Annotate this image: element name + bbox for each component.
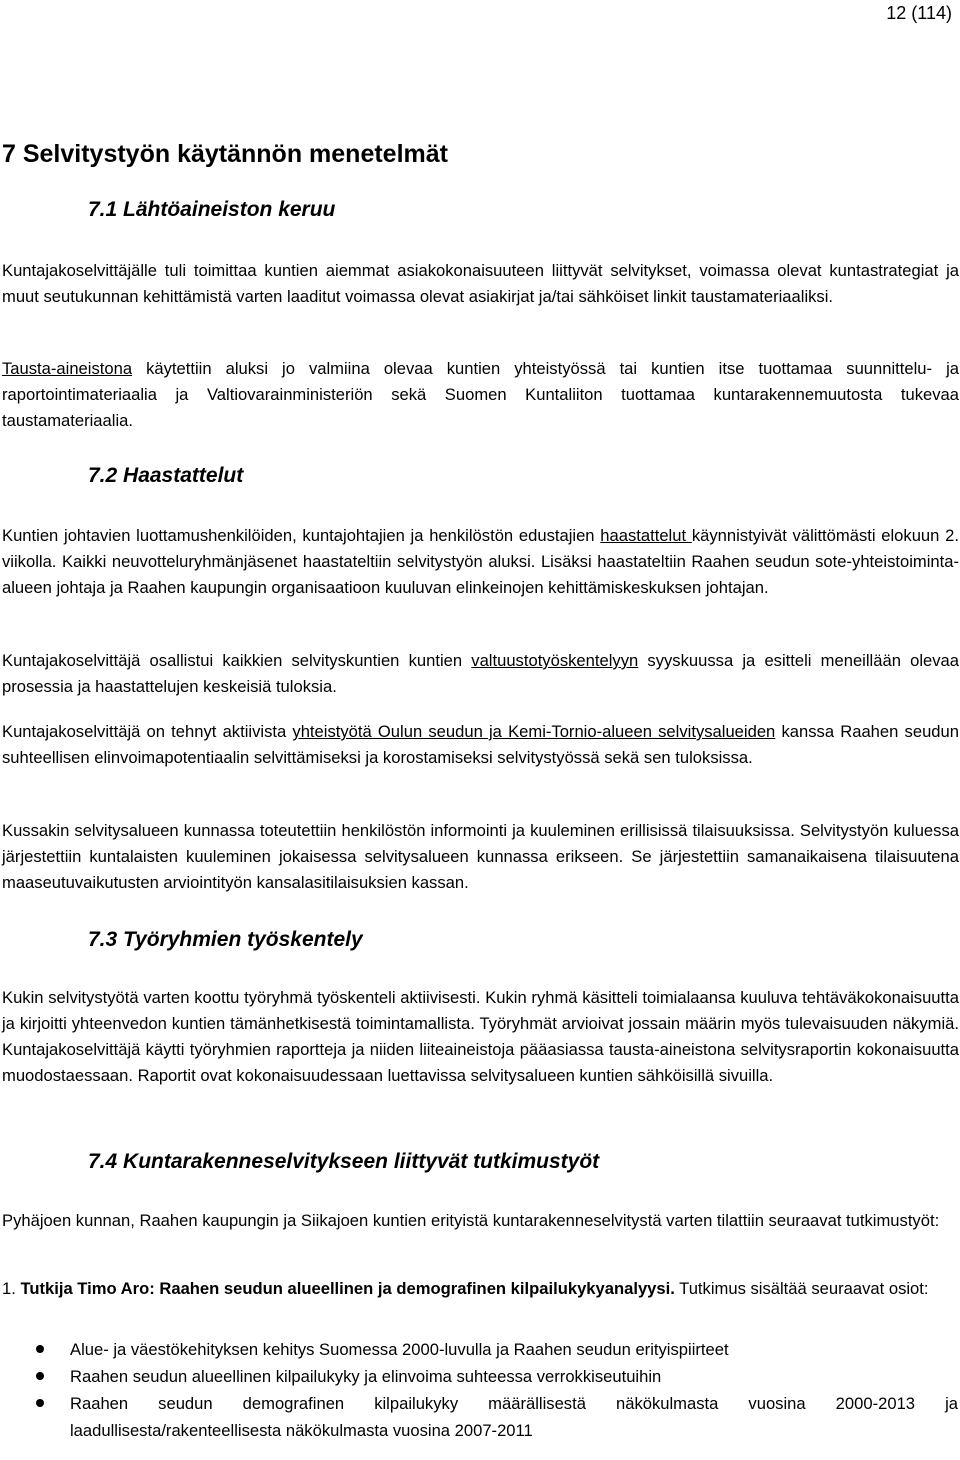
bullet-icon: [36, 1345, 44, 1353]
link-yhteistyo[interactable]: yhteistyötä Oulun seudun ja Kemi-Tornio-alueen selvitysalueiden: [292, 722, 776, 741]
paragraph-7-2-4: Kussakin selvitysalueen kunnassa toteutettiin henkilöstön informointi ja kuuleminen erillisissä tilaisuuksissa. Selvitystyön kuluessa järjestettiin kuntalaisten kuuleminen jokaisessa selvitysalueen kunnassa erikseen. Se järjestettiin samanaikaisena tilaisuutena maaseutuvaikutusten arviointityön kansalasitilaisuksien kassan.: [2, 821, 959, 892]
list-item: [0, 1363, 958, 1390]
link-haastattelut[interactable]: haastattelut: [600, 526, 692, 545]
paragraph-7-2-2: [2, 648, 959, 700]
paragraph-7-1-1: Kuntajakoselvittäjälle tuli toimittaa kuntien aiemmat asiakokonaisuuteen liittyvät selvitykset, voimassa olevat kuntastrategiat ja muut seutukunnan kehittämistä varten laaditut voimassa olevat asiakirjat ja/tai sähköiset linkit taustamateriaaliksi.: [2, 261, 959, 306]
paragraph-7-4-1: Pyhäjoen kunnan, Raahen kaupungin ja Siikajoen kuntien erityistä kuntarakenneselvitystä varten tilattiin seuraavat tutkimustyöt:: [2, 1211, 940, 1230]
list-item-text: Alue- ja väestökehityksen kehitys Suomessa 2000-luvulla ja Raahen seudun erityispiirteet: [70, 1340, 729, 1359]
numbered-item-1: [2, 1276, 959, 1302]
link-valtuustotyoskentely[interactable]: valtuustotyöskentelyyn: [471, 651, 639, 670]
bullet-icon: [36, 1372, 44, 1380]
list-item: [0, 1390, 958, 1444]
paragraph-text: käynnistyivät välittömästi elokuun 2. viikolla. Kaikki neuvotteluryhmänjäsenet haastateltiin selvitystyön aluksi. Lisäksi haastateltiin Raahen seudun sote-yhteistoiminta-alueen johtaja ja Raahen kaupungin organisaatioon kuuluvan elinkeinojen kehittämiskeskuksen johtajan.: [2, 526, 959, 597]
list-item-text: Raahen seudun alueellinen kilpailukyky ja elinvoima suhteessa verrokkiseutuihin: [70, 1367, 662, 1386]
paragraph-text: syyskuussa ja esitteli meneillään olevaa prosessia ja haastattelujen keskeisiä tuloksia.: [2, 651, 960, 696]
section-heading-7-4: 7.4 Kuntarakenneselvitykseen liittyvät tutkimustyöt: [88, 1150, 600, 1173]
paragraph-7-2-3: [2, 719, 959, 771]
list-item-text: Raahen seudun demografinen kilpailukyky määrällisestä näkökulmasta vuosina 2000-2013 ja laadullisesta/rakenteellisesta näkökulmasta vuosina 2007-2011: [70, 1394, 958, 1440]
section-heading-7-1: 7.1 Lähtöaineiston keruu: [88, 198, 336, 221]
link-tausta-aineistona[interactable]: Tausta-aineistona: [2, 359, 133, 378]
paragraph-text: käytettiin aluksi jo valmiina olevaa kuntien yhteistyössä tai kuntien itse tuottamaa suunnittelu- ja raportointimateriaalia ja Valtiovarainministeriön sekä Suomen Kuntaliiton tuottamaa kuntarakennemuutosta tukevaa taustamateriaalia.: [2, 359, 959, 430]
bullet-list: [0, 1336, 958, 1444]
paragraph-text: Kuntien johtavien luottamushenkilöiden, kuntajohtajien ja henkilöstön edustajien: [2, 526, 601, 545]
paragraph-text: Kuntajakoselvittäjä osallistui kaikkien selvityskuntien kuntien: [2, 651, 472, 670]
section-heading-7-2: 7.2 Haastattelut: [88, 464, 244, 487]
paragraph-7-3-1: Kukin selvitystyötä varten koottu työryhmä työskenteli aktiivisesti. Kukin ryhmä käsitteli toimialaansa kuuluva tehtäväkokonaisuutta ja kirjoitti yhteenvedon kuntien tämänhetkisestä toimintamallista. Työryhmät arvioivat jossain määrin myös tulevaisuuden näkymiä. Kuntajakoselvittäjä käytti työryhmien raportteja ja niiden liiteaineistoja pääasiassa tausta-aineistona selvitysraportin kokonaisuutta muodostaessaan. Raportit ovat kokonaisuudessaan luettavissa selvitysalueen kuntien sähköisillä sivuilla.: [2, 988, 959, 1085]
chapter-heading: 7 Selvitystyön käytännön menetelmät: [2, 140, 448, 168]
paragraph-7-1-2: [2, 356, 959, 434]
paragraph-text: Kuntajakoselvittäjä on tehnyt aktiivista: [2, 722, 293, 741]
paragraph-text: kanssa Raahen seudun suhteellisen elinvoimapotentiaalin selvittämiseksi ja korostamiseksi selvitystyössä sekä sen tuloksissa.: [2, 722, 959, 767]
list-item: [0, 1336, 958, 1363]
paragraph-7-2-1: [2, 523, 959, 601]
paragraph-text: Tutkimus sisältää seuraavat osiot:: [674, 1279, 929, 1298]
item-title: Tutkija Timo Aro: Raahen seudun alueellinen ja demografinen kilpailukykyanalyysi.: [20, 1279, 675, 1298]
page-number: 12 (114): [886, 3, 952, 23]
bullet-icon: [36, 1399, 44, 1407]
item-number: 1.: [2, 1279, 21, 1298]
section-heading-7-3: 7.3 Työryhmien työskentely: [88, 928, 363, 951]
